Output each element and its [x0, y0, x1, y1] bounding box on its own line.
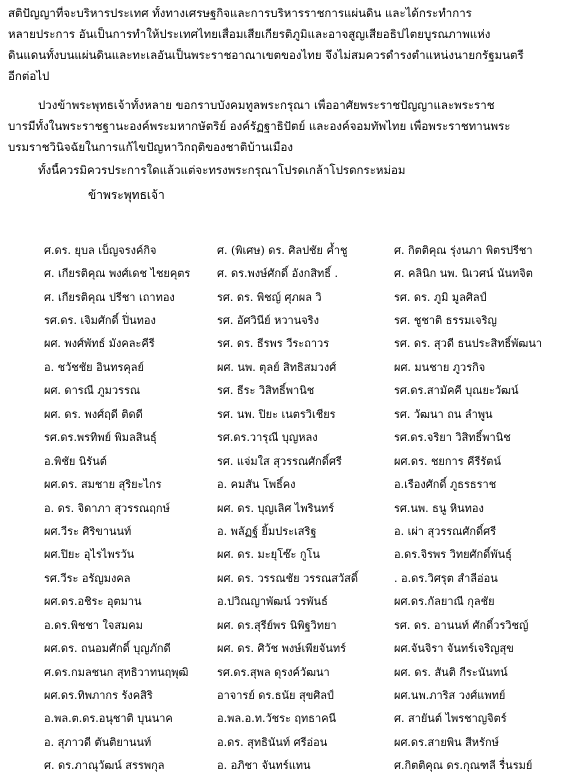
paragraph1-line: อีกต่อไป	[8, 69, 50, 83]
signatory-name: อ. สุภาวดี ตันติยานนท์	[44, 735, 152, 749]
signatory-name: ศ. ดร.ภาณุวัฒน์ สรรพกุล	[44, 759, 165, 773]
signatory-name: ศ. คลินิก นพ. นิเวศน์ นันทจิต	[394, 267, 533, 281]
signatory-name: ผศ. ดร. สันติ กีระนันทน์	[394, 665, 508, 679]
signatory-name: ศ. (พิเศษ) ดร. ศิลปชัย ค้ำชู	[217, 243, 348, 257]
signatory-name: รศ. นพ. ปิยะ เนตรวิเชียร	[217, 407, 336, 421]
signatory-name: รศ. ดร. อานนท์ ศักดิ์วรวิชญ์	[394, 618, 529, 632]
signatory-name: อ.ดร. สุทธินันท์ ศรีอ่อน	[217, 735, 328, 749]
signatory-name: ศ.กิตติคุณ ดร.กุณฑลี รื่นรมย์	[394, 759, 533, 773]
signatory-name: ผศ.ดร. ถนอมศักดิ์ บุญภักดี	[44, 642, 171, 656]
signatory-name: รศ.ดร.พรทิพย์ พิมลสินธุ์	[44, 431, 157, 445]
signatory-row	[44, 636, 564, 659]
signatory-row	[44, 660, 564, 683]
signatory-name: ผศ.จันจิรา จันทร์เจริญสุข	[394, 642, 514, 656]
signatory-name: ผศ.ดร.สายพิน สีหรักษ์	[394, 735, 499, 749]
signatory-name: รศ. ดร. ธีรพร วีระถาวร	[217, 337, 330, 351]
signatory-row	[44, 683, 564, 706]
signatory-name: อ.พิชัย นิรันต์	[44, 454, 107, 468]
signatory-row	[44, 355, 564, 378]
signatory-row	[44, 261, 564, 284]
paragraph3-line: ทั้งนี้ควรมิควรประการใดแล้วแต่จะทรงพระกรุณาโปรดเกล้าโปรดกระหม่อม	[38, 163, 406, 177]
signatory-name: ศ. เกียรติคุณ ปรีชา เถาทอง	[44, 290, 175, 304]
signatory-row	[44, 308, 564, 331]
signatory-row	[44, 379, 564, 402]
signatory-name: ผศ. ดารณี ภูมวรรณ	[44, 384, 141, 398]
signatory-name: ศ. ดร.พงษ์ศักดิ์ อังกสิทธิ์ .	[217, 267, 338, 281]
signatory-name: ผศ. พงศ์พัทธ์ มังคละคีรี	[44, 337, 155, 351]
signatory-name: ผศ.วีระ ศิริขานนท์	[44, 524, 132, 538]
signatory-name: ผศ.ดร. สมชาย สุริยะไกร	[44, 478, 162, 492]
salutation: ข้าพระพุทธเจ้า	[88, 188, 165, 202]
signatory-name: ผศ.ปิยะ อุไรไพรวัน	[44, 548, 135, 562]
signatory-name: รศ.วีระ อรัญมงคล	[44, 571, 131, 585]
signatory-name: อ.ดร.พิชชา ใจสมคม	[44, 618, 143, 632]
signatory-name: ศ.ดร. ยุบล เบ็ญจรงค์กิจ	[44, 243, 157, 257]
signatory-name: อ. คมสัน โพธิ์คง	[217, 478, 296, 492]
signatory-name: ผศ. มนชาย ภูวรกิจ	[394, 360, 486, 374]
signatory-name: รศ. อัศวินีย์ หวานจริง	[217, 314, 319, 328]
signatory-name: รศ. ดร. พิชญ์ ศุภผล วิ	[217, 290, 322, 304]
signatory-row	[44, 332, 564, 355]
signatory-row	[44, 707, 564, 730]
signatory-name: อ.พล.อ.ท.วัชระ ฤทธาคนี	[217, 712, 337, 726]
paragraph2-line: บรมราชวินิจฉัยในการแก้ไขปัญหาวิกฤติของชาติบ้านเมือง	[8, 140, 293, 154]
signatory-row	[44, 472, 564, 495]
signatory-name: รศ.ดร.สุพล ดุรงค์วัฒนา	[217, 665, 330, 679]
signatory-name: อ. ชวัชชัย อินทรคุลย์	[44, 360, 144, 374]
signatory-row	[44, 402, 564, 425]
paragraph1-line: หลายประการ อันเป็นการทำให้ประเทศไทยเสื่อมเสียเกียรติภูมิและอาจสูญเสียอธิปไตยบูรณภาพแห่ง	[8, 27, 491, 41]
signatories-list	[44, 238, 564, 777]
signatory-name: รศ. วัฒนา ถน ลำพูน	[394, 407, 493, 421]
signatory-row	[44, 730, 564, 753]
paragraph1-line: ดินแดนทั้งบนแผ่นดินและทะเลอันเป็นพระราชอาณาเขตของไทย จึงไม่สมควรดำรงตำแหน่งนายกรัฐมนตรี	[8, 48, 524, 62]
signatory-row	[44, 613, 564, 636]
signatory-name: รศ.ดร.สามัคคี บุณยะวัฒน์	[394, 384, 519, 398]
signatory-row	[44, 566, 564, 589]
signatory-name: ผศ.ดร.อชิระ อุตมาน	[44, 595, 142, 609]
signatory-row	[44, 426, 564, 449]
signatory-name: รศ.ดร.วารุณี บุญหลง	[217, 431, 318, 445]
signatory-name: รศ. ชูชาติ ธรรมเจริญ	[394, 314, 497, 328]
signatory-name: รศ. ดร. สุวดี ธนประสิทธิ์พัฒนา	[394, 337, 543, 351]
signatory-name: ผศ.นพ.ภาริส วงศ์แพทย์	[394, 689, 506, 703]
signatory-name: ผศ. ดร. วรรณชัย วรรณสวัสดิ์	[217, 571, 359, 585]
signatory-name: รศ.ดร. เจิมศักดิ์ ปิ่นทอง	[44, 314, 156, 328]
signatory-row	[44, 238, 564, 261]
signatory-row	[44, 496, 564, 519]
signatory-name: อ. ดร. จิดาภา สุวรรณฤกษ์	[44, 501, 170, 515]
signatory-name: อ. อภิชา จันทร์แทน	[217, 759, 311, 773]
signatory-name: ศ. กิตติคุณ รุ่งนภา พิตรปรีชา	[394, 243, 533, 257]
paragraph1-line: สติปัญญาที่จะบริหารประเทศ ทั้งทางเศรษฐกิจและการบริหารราชการแผ่นดิน และได้กระทำการ	[8, 6, 472, 20]
signatory-name: อ.พล.ต.ดร.อนุชาติ บุนนาค	[44, 712, 173, 726]
signatory-name: ผศ. ดร.สุรีย์พร นิพิฐวิทยา	[217, 618, 337, 632]
signatory-name: ศ. เกียรติคุณ พงศ์เดช ไชยคุตร	[44, 267, 191, 281]
signatory-name: ผศ.ดร.กัลยาณี กุลชัย	[394, 595, 495, 609]
signatory-row	[44, 449, 564, 472]
signatory-name: อ.ปวิณญาพัฒน์ วรพันธ์	[217, 595, 328, 609]
signatory-row	[44, 519, 564, 542]
signatory-name: อาจารย์ ดร.ธนัย สุขศิลป์	[217, 689, 334, 703]
signatory-name: ผศ. ดร. มะยุโซ๊ะ กูโน	[217, 548, 320, 562]
paragraph2-line: บารมีทั้งในพระราชฐานะองค์พระมหากษัตริย์ องค์รัฏฐาธิปัตย์ และองค์จอมทัพไทย เพื่อพระราชทานพระ	[8, 119, 511, 133]
signatory-name: ผศ.ดร.ทิพภากร รังคสิริ	[44, 689, 153, 703]
signatory-name: รศ. แจ่มใส สุวรรณศักดิ์ศรี	[217, 454, 342, 468]
signatory-row	[44, 543, 564, 566]
signatory-name: ศ.ดร.กมลชนก สุทธิวาทนฤพุฒิ	[44, 665, 189, 679]
signatory-name: รศ.ดร.จริยา วิสิทธิ์พานิช	[394, 431, 511, 445]
signatory-row	[44, 754, 564, 777]
signatory-name: อ.เรืองศักดิ์ ภูธรธราช	[394, 478, 497, 492]
signatory-name: ผศ. ดร. พงศ์ฤดี ติดดี	[44, 407, 143, 421]
signatory-name: อ. พลัฏฐ์ ยิ้มประเสริฐ	[217, 524, 317, 538]
signatory-name: อ. เผ่า สุวรรณศักดิ์ศรี	[394, 524, 497, 538]
signatory-name: ผศ. ดร. บุญเลิศ ไพรินทร์	[217, 501, 335, 515]
signatory-name: รศ.นพ. ธนู หินทอง	[394, 501, 484, 515]
signatory-name: ผศ.ดร. ชยการ คีรีรัตน์	[394, 454, 501, 468]
signatory-name: รศ. ธีระ วิสิทธิ์พานิช	[217, 384, 315, 398]
signatory-name: อ.ดร.จิรพร วิทยศักดิ์พันธุ์	[394, 548, 512, 562]
paragraph2-line: ปวงข้าพระพุทธเจ้าทั้งหลาย ขอกราบบังคมทูลพระกรุณา เพื่ออาศัยพระราชปัญญาและพระราช	[38, 98, 495, 112]
signatory-name: ผศ. ดร. ศิวัช พงษ์เพียจันทร์	[217, 642, 347, 656]
signatory-name: ผศ. นพ. ตุลย์ สิทธิสมวงศ์	[217, 360, 337, 374]
signatory-row	[44, 590, 564, 613]
signatory-name: ศ. สายันต์ ไพรชาญจิตร์	[394, 712, 507, 726]
signatory-name: . อ.ดร.วิศรุต สำลีอ่อน	[394, 571, 498, 585]
signatory-row	[44, 285, 564, 308]
signatory-name: รศ. ดร. ภูมิ มูลศิลป์	[394, 290, 487, 304]
